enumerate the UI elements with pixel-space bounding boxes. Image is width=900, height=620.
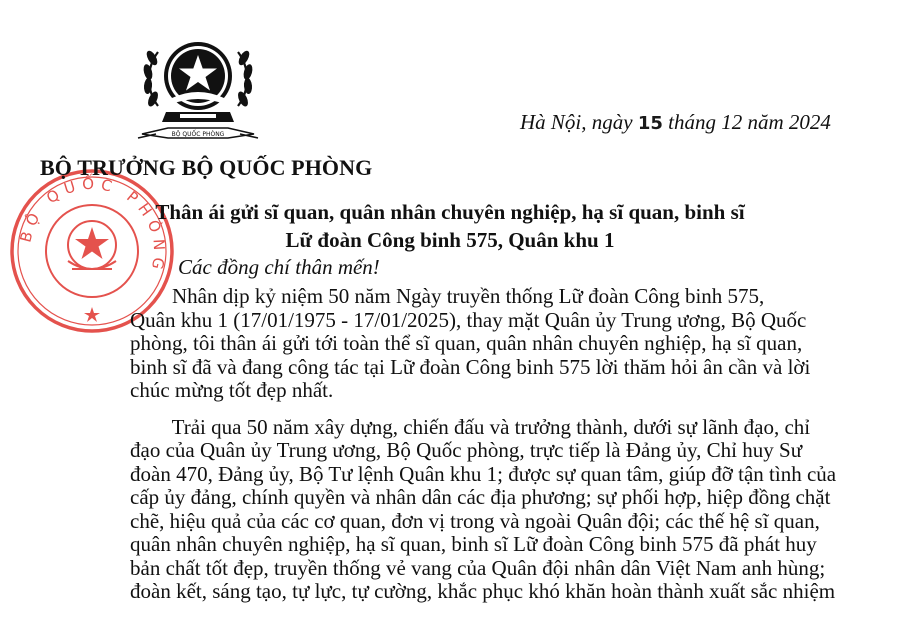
paragraph-1-line: binh sĩ đã và đang công tác tại Lữ đoàn Công binh 575 lời thăm hỏi ân cần và lời [130, 354, 811, 379]
place-and-date [520, 110, 831, 135]
stamp-ring-text: BỘ QUỐC PHÒNG [16, 174, 169, 277]
date-prefix: Hà Nội, ngày [520, 110, 638, 134]
emblem-label: BỘ QUỐC PHÒNG [171, 131, 225, 138]
paragraph-2-line: bản chất tốt đẹp, truyền thống vẻ vang của Quân đội nhân dân Việt Nam anh hùng; [130, 555, 826, 580]
national-emblem-icon [128, 28, 268, 153]
paragraph-2-line: Trải qua 50 năm xây dựng, chiến đấu và trưởng thành, dưới sự lãnh đạo, chỉ [130, 414, 811, 439]
paragraph-2-line: quân nhân chuyên nghiệp, hạ sĩ quan, binh sĩ Lữ đoàn Công binh 575 đã phát huy [130, 532, 817, 556]
paragraph-1-line: phòng, tôi thân ái gửi tới toàn thể sĩ quan, quân nhân chuyên nghiệp, hạ sĩ quan, [130, 331, 803, 355]
date-suffix: tháng 12 năm 2024 [662, 110, 831, 134]
paragraph-1-line: chúc mừng tốt đẹp nhất. [130, 378, 334, 402]
subject-line-2: Lữ đoàn Công binh 575, Quân khu 1 [285, 228, 615, 252]
issuer-title: BỘ TRƯỞNG BỘ QUỐC PHÒNG [40, 155, 373, 180]
letter-greeting: Các đồng chí thân mến! [178, 255, 380, 279]
paragraph-2-line: chẽ, hiệu quả của các cơ quan, đơn vị trong và ngoài Quân đội; các thế hệ sĩ quan, [130, 508, 820, 533]
subject-line-1: Thân ái gửi sĩ quan, quân nhân chuyên nghiệp, hạ sĩ quan, binh sĩ [155, 200, 745, 224]
letter-subject [130, 198, 770, 254]
paragraph-2-line: đạo của Quân ủy Trung ương, Bộ Quốc phòng, trực tiếp là Đảng ủy, Chỉ huy Sư [130, 438, 803, 462]
paragraph-1-line: Nhân dịp kỷ niệm 50 năm Ngày truyền thống Lữ đoàn Công binh 575, [130, 284, 765, 308]
paragraph-2-line: cấp ủy đảng, chính quyền và nhân dân các địa phương; sự phối hợp, hiệp đồng chặt [130, 485, 831, 509]
handwritten-day: 15 [637, 113, 663, 134]
paragraph-1-line: Quân khu 1 (17/01/1975 - 17/01/2025), thay mặt Quân ủy Trung ương, Bộ Quốc [130, 307, 807, 332]
paragraph-2-line: đoàn 470, Đảng ủy, Bộ Tư lệnh Quân khu 1; được sự quan tâm, giúp đỡ tận tình của [130, 461, 837, 486]
letter-body [130, 285, 852, 604]
paragraph-2-line: đoàn kết, sáng tạo, tự lực, tự cường, khắc phục khó khăn hoàn thành xuất sắc nhiệm [130, 579, 836, 603]
